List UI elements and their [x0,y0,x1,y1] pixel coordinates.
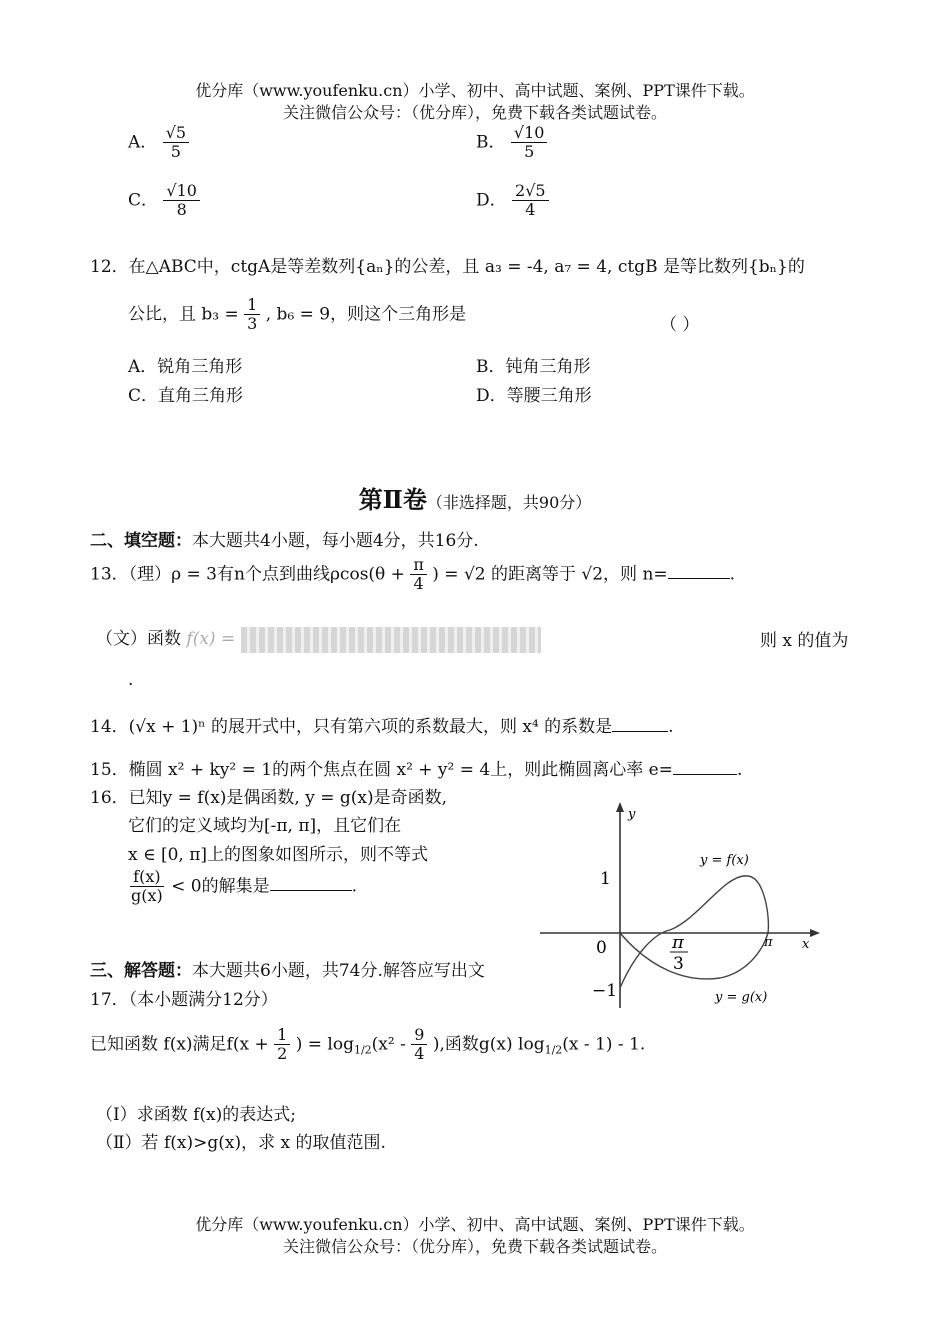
q14: 14．(√x + 1)ⁿ 的展开式中，只有第六项的系数最大，则 x⁴ 的系数是 . [90,717,674,737]
section-2-title: 第Ⅱ卷（非选择题，共90分） [358,485,592,514]
q16-line-1: 16．已知y = f(x)是偶函数, y = g(x)是奇函数, [90,788,448,808]
y-axis-arrow [616,802,624,812]
q12-answer-paren: （ ） [660,315,700,335]
q13-wen-tail: 则 x 的值为 [760,631,849,651]
y-axis-label: y [628,807,636,822]
q17-body: 已知函数 f(x)满足f(x + $\frac{1}{2}$ ) = $\log_{1/2}(x^2$ - $\frac{9}{4}$ ),函数g(x) $\log_{1/2}(x - 1) - 1$. [90,1025,646,1064]
q12-line-1: 12．在△ABC中，ctgA是等差数列{aₙ}的公差，且 a₃ = -4, a₇ = 4, ctgB 是等比数列{bₙ}的 [90,257,805,277]
header-line-2: 关注微信公众号：（优分库），免费下载各类试题试卷。 [282,103,667,122]
q16-line-4: $\frac{f(x)}{g(x)}$ < 0的解集是 . [131,867,358,906]
q11-option-a: A． $\frac{√5}{5}$ [128,124,189,162]
tick-pi3-num: π [672,932,684,953]
tick-pi3-den: 3 [673,954,684,974]
x-axis-label: x [802,937,810,952]
q12-option-c: C．直角三角形 [128,386,244,406]
q13-li: 13．（理）ρ = 3有n个点到曲线ρcos(θ + $\frac{\pi}{4}$ ) = √2 的距离等于 √2，则 n= . [90,555,736,594]
footer-line-2: 关注微信公众号：（优分库），免费下载各类试题试卷。 [282,1237,667,1256]
q11-option-d: D． $\frac{2√5}{4}$ [476,182,549,220]
tick-pi: π [764,935,773,950]
g-curve [620,933,768,979]
function-graph [540,798,825,1028]
blurred-formula [241,627,541,653]
footer-line-1: 优分库（www.youfenku.cn）小学、初中、高中试题、案例、PPT课件下载。 [195,1215,755,1234]
q13-dot: . [128,670,134,690]
fill-in-heading: 二、填空题：本大题共4小题，每小题4分，共16分. [90,531,479,551]
q11-option-c: C． $\frac{√10}{8}$ [128,182,200,220]
q12-line-2: 公比，且 b₃ = $\frac{1}{3}$ , b₆ = 9，则这个三角形是 [128,295,467,334]
q12-option-a: A．锐角三角形 [128,357,243,377]
tick-one: 1 [600,869,611,889]
q17-title: 17．（本小题满分12分） [90,990,278,1010]
q12-option-d: D．等腰三角形 [476,386,592,406]
q12-option-b: B．钝角三角形 [476,357,591,377]
origin-zero: 0 [596,938,607,958]
q17-part-2: （Ⅱ）若 f(x)>g(x)，求 x 的取值范围. [96,1133,386,1153]
q15: 15．椭圆 x² + ky² = 1的两个焦点在圆 x² + y² = 4上，则此椭圆离心率 e= . [90,760,743,780]
q13-wen: （文）函数 f(x) = [96,624,541,653]
q16-line-2: 它们的定义域均为[-π, π]，且它们在 [128,816,402,836]
g-label: y = g(x) [715,990,768,1005]
q17-part-1: （Ⅰ）求函数 f(x)的表达式; [96,1105,296,1125]
header-line-1: 优分库（www.youfenku.cn）小学、初中、高中试题、案例、PPT课件下载。 [195,81,755,100]
q11-option-b: B． $\frac{√10}{5}$ [476,124,547,162]
q16-line-3: x ∈ [0, π]上的图象如图所示，则不等式 [128,845,429,865]
x-axis-arrow [810,929,820,937]
solve-heading: 三、解答题：本大题共6小题，共74分.解答应写出文 [90,961,485,981]
tick-neg-one: −1 [592,981,618,1001]
f-label: y = f(x) [700,853,749,868]
f-curve [620,876,768,988]
